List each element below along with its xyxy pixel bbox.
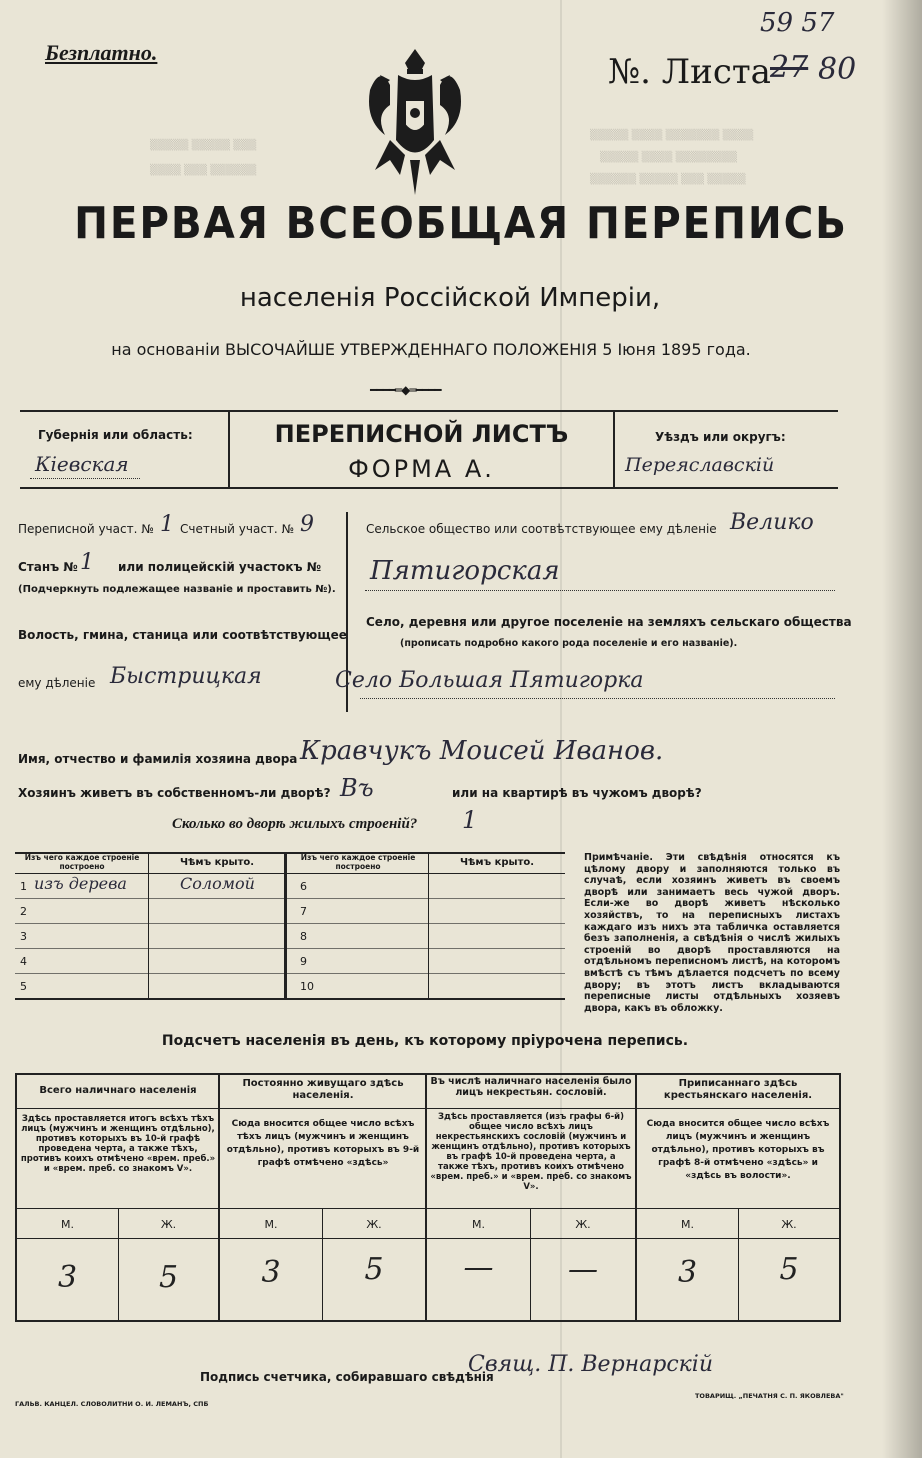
population-title: Подсчетъ населенія въ день, къ которому пріурочена перепись. <box>161 1033 689 1049</box>
pop-col-header: Приписаннаго здѣсь крестьянскаго населенія. <box>663 1078 813 1101</box>
female-label: Ж. <box>781 1218 797 1231</box>
village-note: (прописать подробно какого рода поселеніе и его названіе). <box>400 638 738 649</box>
rule <box>613 410 615 488</box>
pop-col-desc: Здѣсь проставляется (изъ графы 6-й) общее число всѣхъ лицъ некрестьянскихъ сословій (мужчинъ и женщинъ отдѣльно), противъ которыхъ въ графѣ 10-й проведена черта, а также тѣхъ, противъ коихъ отмѣчено «врем. преб.» и «врем. преб. со знакомъ V». <box>430 1112 632 1192</box>
male-label: М. <box>681 1218 694 1231</box>
pop-value-zh: 5 <box>779 1252 799 1287</box>
pop-value-m: 3 <box>57 1260 78 1295</box>
province-dotted-line <box>30 478 140 480</box>
owner-value: Кравчукъ Моисей Иванов. <box>300 736 664 766</box>
pop-col-desc: Сюда вносится общее число всѣхъ тѣхъ лицъ (мужчинъ и женщинъ отдѣльно), противъ которыхъ въ 9-й графѣ отмѣчено «здѣсь» <box>226 1119 420 1168</box>
census-section-value: 1 <box>160 512 174 537</box>
pop-col-desc: Сюда вносится общее число всѣхъ лицъ (мужчинъ и женщинъ отдѣльно), противъ которыхъ въ графѣ 8-й отмѣчено «здѣсь» и «здѣсь въ волости». <box>646 1119 830 1181</box>
community-dotted-line <box>365 590 835 592</box>
village-label: Село, деревня или другое поселеніе на земляхъ сельскаго общества <box>366 615 852 629</box>
male-label: М. <box>61 1218 74 1231</box>
female-label: Ж. <box>160 1218 177 1231</box>
bleed-through: ▒▒▒▒▒▒ ▒▒▒▒▒ ▒▒▒ ▒▒▒▒▒ <box>590 174 746 185</box>
lives-label: Хозяинъ живетъ въ собственномъ-ли дворѣ? <box>18 786 331 800</box>
basis-line: на основаніи ВЫСОЧАЙШЕ УТВЕРЖДЕННАГО ПОЛОЖЕНІЯ 5 Іюня 1895 года. <box>111 340 751 359</box>
col-material-header-2: Изъ чего каждое строеніе построено <box>300 853 416 871</box>
row-number: 1 <box>20 880 27 893</box>
pop-value-m: — <box>463 1250 494 1285</box>
row-number: 4 <box>20 955 27 968</box>
stan-value: 1 <box>80 550 94 575</box>
subtitle: населенія Россійской Имперіи, <box>239 283 661 313</box>
pop-col-header: Постоянно живущаго здѣсь населенія. <box>242 1078 404 1101</box>
row-roof: Соломой <box>180 874 255 893</box>
male-label: М. <box>264 1218 278 1231</box>
pop-col-desc: Здѣсь проставляется итогъ всѣхъ тѣхъ лицъ (мужчинъ и женщинъ отдѣльно), противъ которыхъ въ 10-й графѣ проведена черта, а также тѣхъ, противъ коихъ отмѣчено «врем. преб.» и «врем. преб. со знакомъ V». <box>20 1114 216 1174</box>
sheet-label: №. Листа <box>608 52 771 92</box>
buildings-label: Сколько во дворѣ жилыхъ строеній? <box>172 816 418 832</box>
pop-value-zh: — <box>568 1252 598 1287</box>
footer-printer-right: ТОВАРИЩ. „ПЕЧАТНЯ С. П. ЯКОВЛЕВА" <box>695 1392 844 1400</box>
bleed-through: ▒▒▒▒▒ ▒▒▒▒ ▒▒▒▒▒▒▒▒ <box>600 152 738 163</box>
col-material-header: Изъ чего каждое строеніе построено <box>24 853 140 871</box>
signature-value: Свящ. П. Вернарскій <box>468 1352 714 1377</box>
row-number: 10 <box>300 980 314 993</box>
col-roof-header-2: Чѣмъ крыто. <box>459 857 535 868</box>
pop-value-m: 3 <box>677 1255 698 1290</box>
district-value: Переяславскій <box>625 454 775 476</box>
footer-printer-left: ГАЛЬВ. КАНЦЕЛ. СЛОВОЛИТНИ О. И. ЛЕМАНЪ, СПБ <box>15 1400 209 1408</box>
police-label: или полицейскій участокъ № <box>118 560 322 574</box>
double-headed-eagle-icon <box>360 45 470 205</box>
page-edge-shadow <box>882 0 922 1458</box>
count-section-value: 9 <box>300 512 314 537</box>
volost-label-2: ему дѣленіе <box>18 676 96 690</box>
pop-value-zh: 5 <box>364 1252 384 1287</box>
pop-col-header: Всего наличнаго населенія <box>39 1085 197 1096</box>
rule <box>20 410 838 412</box>
female-label: Ж. <box>575 1218 591 1231</box>
sheet-number: 80 <box>818 52 857 87</box>
underline-note: (Подчеркнуть подлежащее названіе и проставить №). <box>18 584 336 595</box>
volost-value: Быстрицкая <box>110 664 262 689</box>
community-value-2: Пятигорская <box>370 556 560 586</box>
rule <box>20 487 838 489</box>
row-number: 7 <box>300 905 307 918</box>
bleed-through: ▒▒▒▒▒ ▒▒▒▒▒ ▒▒▒ <box>150 140 257 151</box>
female-label: Ж. <box>366 1218 382 1231</box>
male-label: М. <box>472 1218 485 1231</box>
bleed-through: ▒▒▒▒ ▒▒▒ ▒▒▒▒▒▒ <box>150 165 257 176</box>
free-label: Безплатно. <box>45 40 158 65</box>
bleed-through: ▒▒▒▒▒ ▒▒▒▒ ▒▒▒▒▒▒▒ ▒▒▒▒ <box>590 130 754 141</box>
pop-value-zh: 5 <box>158 1260 179 1295</box>
stan-label: Станъ № <box>18 560 78 574</box>
district-label: Уѣздъ или округъ: <box>655 430 786 444</box>
ornament-divider: ━━━━═◆═━━━━ <box>370 383 441 397</box>
row-number: 2 <box>20 905 27 918</box>
archive-number: 59 57 <box>760 8 835 38</box>
row-number: 3 <box>20 930 27 943</box>
row-number: 5 <box>20 980 27 993</box>
form-subtitle: ФОРМА А. <box>348 455 495 483</box>
sheet-number-struck: 27 <box>770 50 809 85</box>
lives-value: Въ <box>340 774 374 802</box>
lives-label-2: или на квартирѣ въ чужомъ дворѣ? <box>452 786 702 800</box>
community-value: Велико <box>730 510 814 535</box>
village-dotted-line <box>360 698 835 700</box>
col-roof-header: Чѣмъ крыто. <box>179 857 255 868</box>
main-title: ПЕРВАЯ ВСЕОБЩАЯ ПЕРЕПИСЬ <box>74 198 848 249</box>
note-text: Примѣчаніе. Эти свѣдѣнія относятся къ цѣлому двору и заполняются только въ случаѣ, если хозяинъ живетъ въ своемъ дворѣ или занимаетъ весь чужой дворъ. Если-же во дворѣ живетъ нѣсколько хозяйствъ, то на переписныхъ листахъ каждаго изъ нихъ эта табличка оставляется безъ заполненія, а свѣдѣнія о числѣ жилыхъ строеній во дворѣ проставляются на отдѣльномъ переписномъ листѣ, на которомъ вмѣстѣ съ тѣмъ дѣлается подсчетъ по всему двору; въ этотъ листъ вкладываются переписные листы отдѣльныхъ хозяевъ двора, какъ въ обложку. <box>584 852 840 1014</box>
pop-value-m: 3 <box>261 1255 281 1290</box>
row-material: изъ дерева <box>34 874 127 893</box>
count-section-label: Счетный участ. № <box>180 522 295 536</box>
community-label: Сельское общество или соотвѣтствующее ему дѣленіе <box>366 522 717 536</box>
row-number: 6 <box>300 880 307 893</box>
province-value: Кіевская <box>35 452 129 476</box>
pop-col-header: Въ числѣ наличнаго населенія было лицъ некрестьян. сословій. <box>430 1076 632 1098</box>
row-number: 9 <box>300 955 307 968</box>
census-section-label: Переписной участ. № <box>18 522 154 536</box>
province-label: Губернія или область: <box>38 428 193 442</box>
volost-label: Волость, гмина, станица или соотвѣтствующее <box>18 628 347 642</box>
village-value: Село Большая Пятигорка <box>335 668 644 693</box>
owner-label: Имя, отчество и фамилія хозяина двора <box>18 752 298 766</box>
buildings-value: 1 <box>462 806 478 834</box>
row-number: 8 <box>300 930 307 943</box>
signature-label: Подпись счетчика, собиравшаго свѣдѣнія <box>200 1370 494 1384</box>
form-title: ПЕРЕПИСНОЙ ЛИСТЪ <box>274 420 569 448</box>
